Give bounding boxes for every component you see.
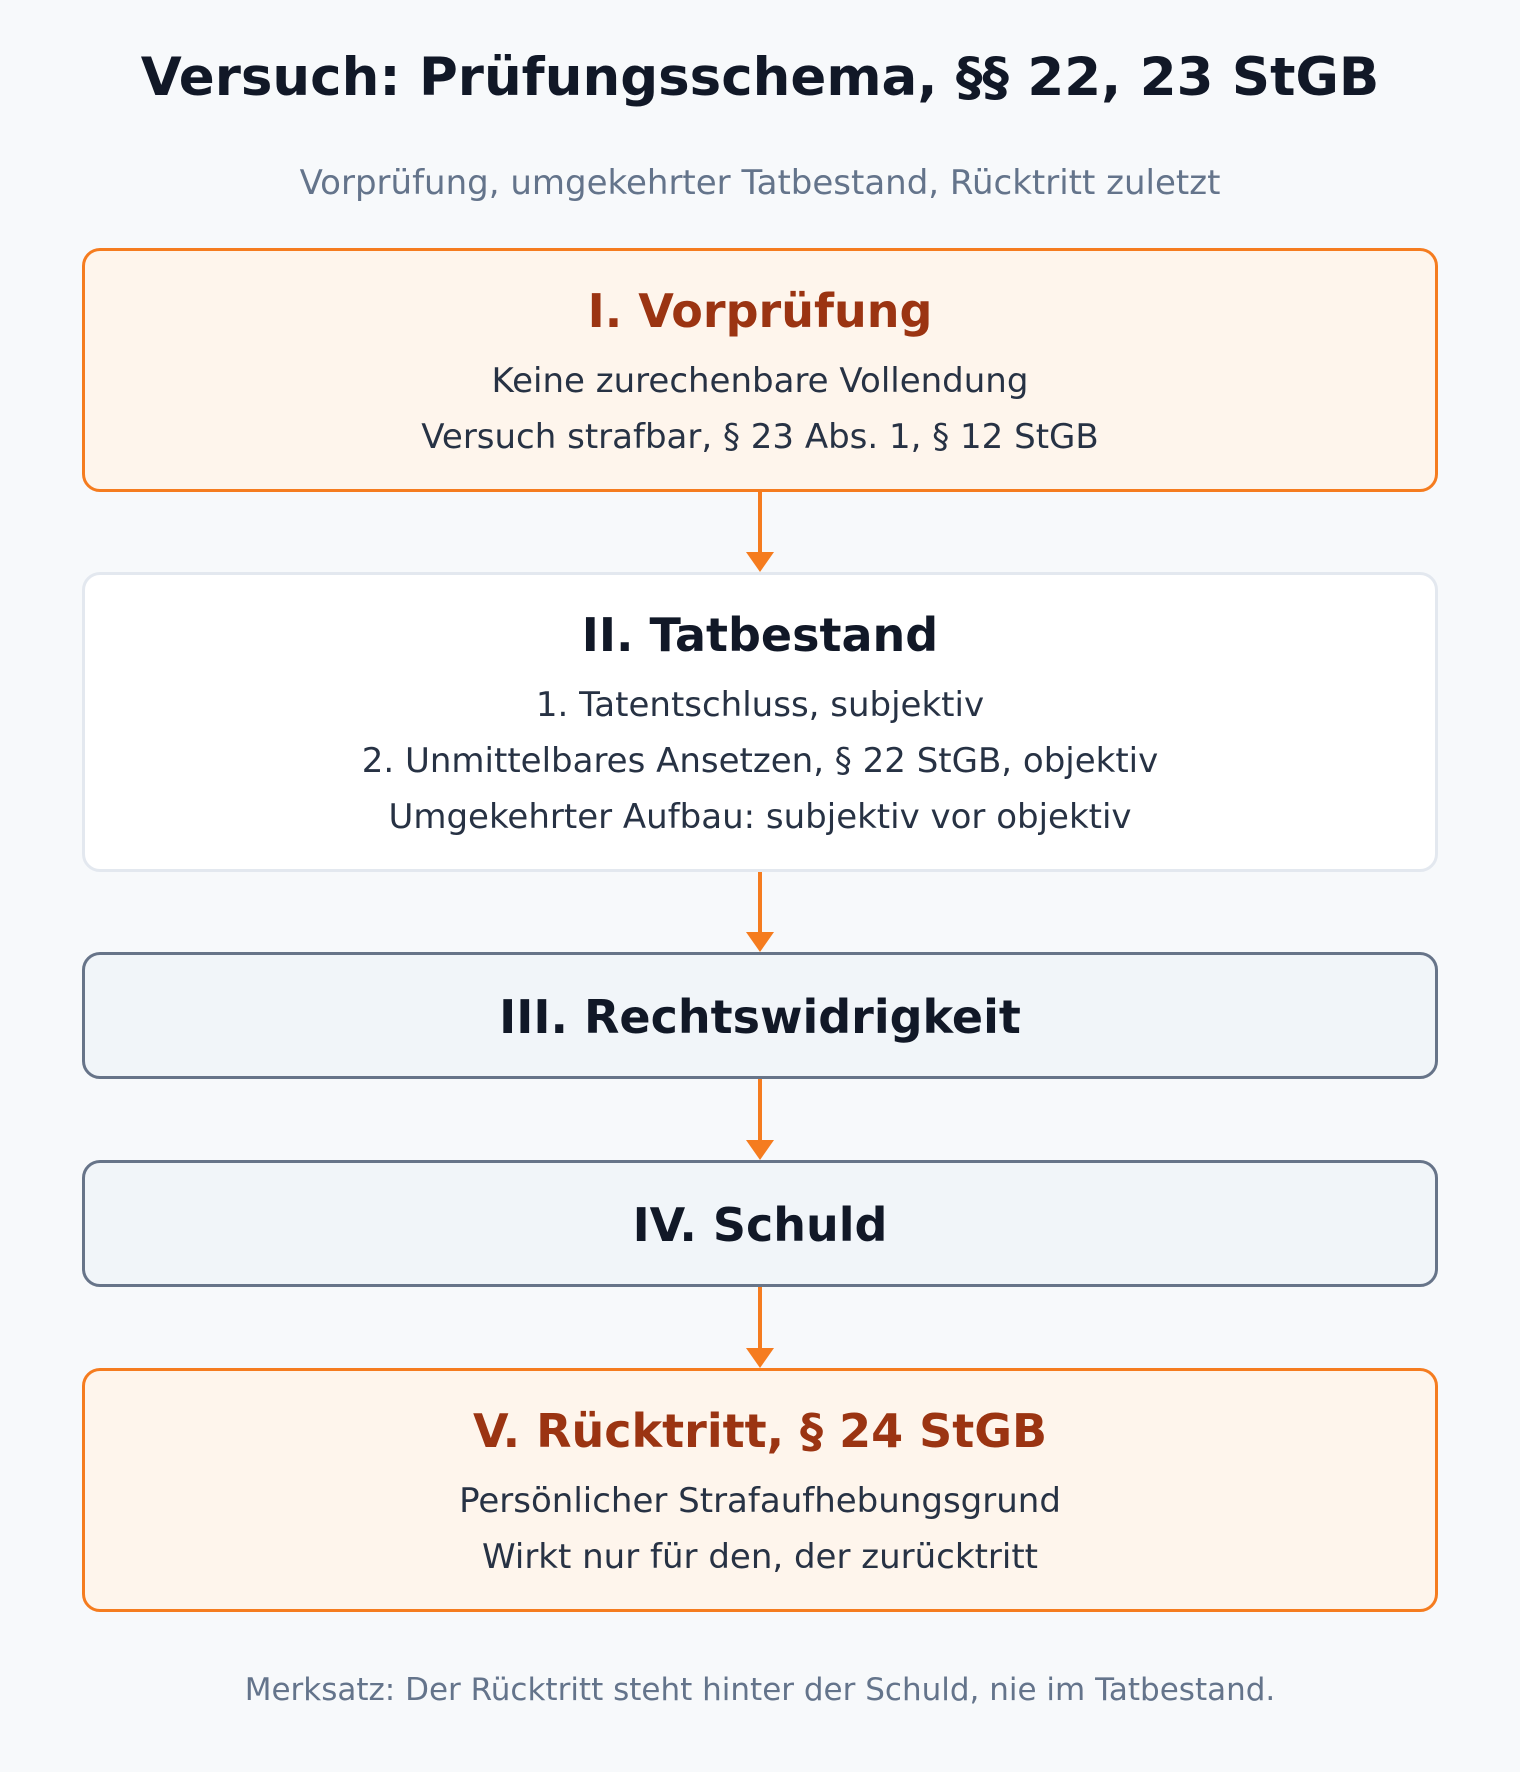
step-line: 2. Unmittelbares Ansetzen, § 22 StGB, objektiv [361, 741, 1159, 781]
step-line: 1. Tatentschluss, subjektiv [535, 685, 985, 725]
step-vorpruefung [82, 248, 1438, 492]
step-line: Wirkt nur für den, der zurücktritt [482, 1537, 1038, 1577]
step-schuld [82, 1160, 1438, 1287]
arrow-down-icon [750, 1079, 770, 1160]
step-line: Umgekehrter Aufbau: subjektiv vor objektiv [388, 797, 1132, 837]
arrow-down-icon [750, 492, 770, 572]
step-title: I. Vorprüfung [587, 284, 933, 338]
step-title: IV. Schuld [632, 1198, 888, 1252]
step-line: Versuch strafbar, § 23 Abs. 1, § 12 StGB [421, 417, 1099, 457]
footnote-merksatz: Merksatz: Der Rücktritt steht hinter der Schuld, nie im Tatbestand. [244, 1672, 1276, 1708]
arrow-down-icon [750, 1287, 770, 1368]
step-line: Persönlicher Strafaufhebungsgrund [459, 1481, 1061, 1521]
step-line: Keine zurechenbare Vollendung [491, 361, 1029, 401]
step-title: II. Tatbestand [581, 608, 939, 662]
diagram-title: Versuch: Prüfungsschema, §§ 22, 23 StGB [140, 47, 1380, 108]
step-title: V. Rücktritt, § 24 StGB [472, 1404, 1048, 1458]
step-ruecktritt [82, 1368, 1438, 1612]
diagram-subtitle: Vorprüfung, umgekehrter Tatbestand, Rücktritt zuletzt [299, 163, 1221, 203]
step-rechtswidrigkeit [82, 952, 1438, 1079]
step-tatbestand [82, 572, 1438, 872]
step-title: III. Rechtswidrigkeit [499, 990, 1021, 1044]
arrow-down-icon [750, 872, 770, 952]
